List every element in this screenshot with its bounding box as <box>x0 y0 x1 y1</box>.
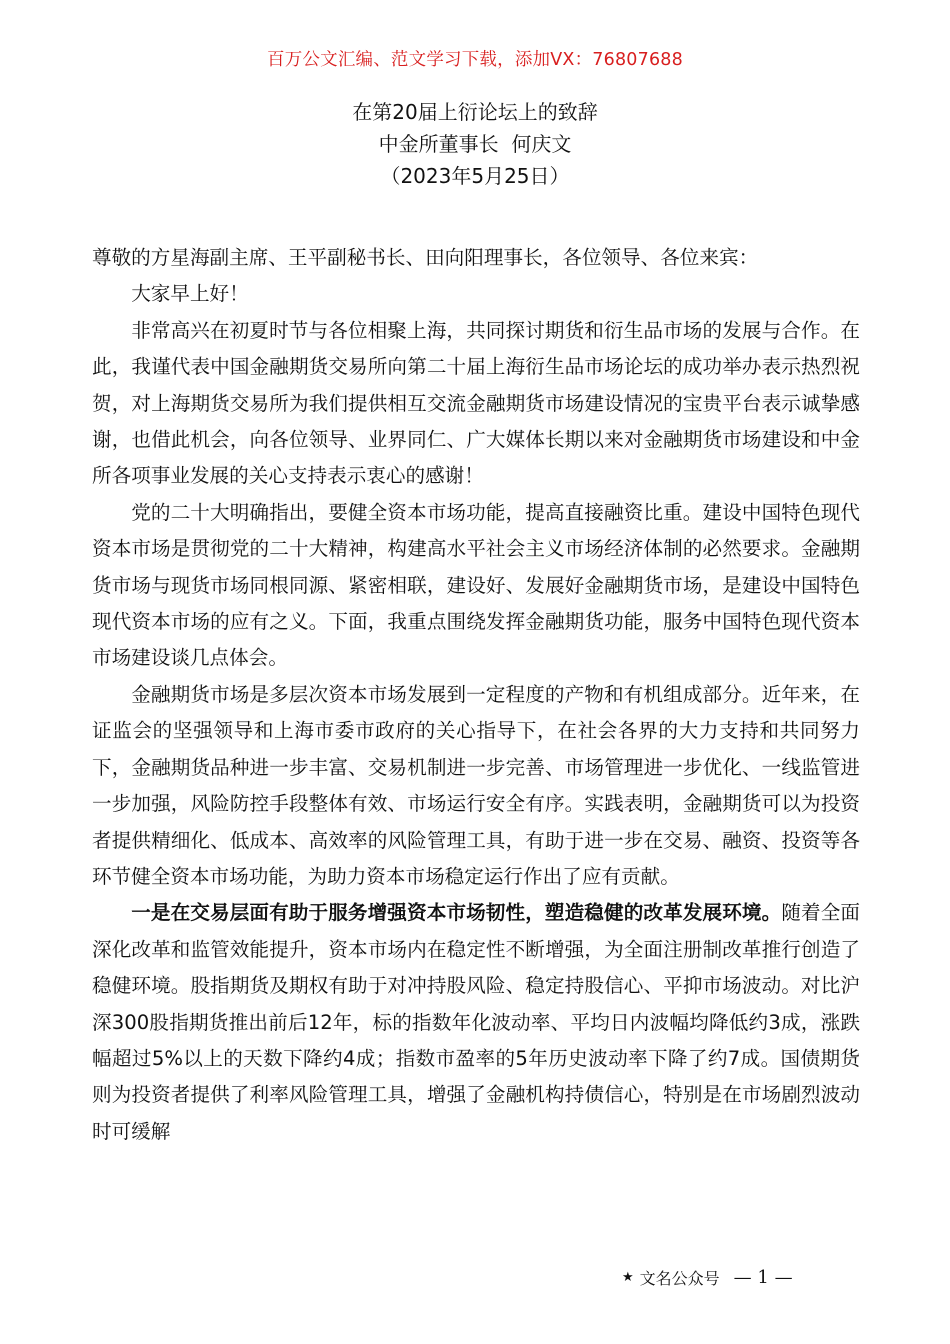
speech-title: 在第20届上衍论坛上的致辞 <box>352 100 598 124</box>
salutation: 尊敬的方星海副主席、王平副秘书长、田向阳理事长，各位领导、各位来宾： <box>92 246 759 269</box>
footer-label: 文名公众号 <box>639 1269 720 1288</box>
speaker-line: 中金所董事长 何庆文 <box>378 132 572 156</box>
paragraph-3: 金融期货市场是多层次资本市场发展到一定程度的产物和有机组成部分。近年来，在证监会的坚强领导和上海市委市政府的关心指导下，在社会各界的大力支持和共同努力下，金融期货品种进一步丰富、交易机制进一步完善、市场管理进一步优化、一线监管进一步加强，风险防控手段整体有效、市场运行安全有序。实践表明，金融期货可以为投资者提供精细化、低成本、高效率的风险管理工具，有助于进一步在交易、融资、投资等各环节健全资本市场功能，为助力资本市场稳定运行作出了应有贡献。 <box>92 682 860 888</box>
paragraph-4-text: 随着全面深化改革和监管效能提升，资本市场内在稳定性不断增强，为全面注册制改革推行创造了稳健环境。股指期货及期权有助于对冲持股风险、稳定持股信心、平抑市场波动。对比沪深300股指期货推出前后12年，标的指数年化波动率、平均日内波幅均降低约3成，涨跌幅超过5%以上的天数下降约4成；指数市盈率的5年历史波动率下降了约7成。国债期货则为投资者提供了利率风险管理工具，增强了金融机构持债信心，特别是在市场剧烈波动时可缓解 <box>92 901 861 1143</box>
title-block <box>0 96 950 192</box>
paragraph-4-lead: 一是在交易层面有助于服务增强资本市场韧性，塑造稳健的改革发展环境。 <box>131 901 782 925</box>
paragraph-2: 党的二十大明确指出，要健全资本市场功能，提高直接融资比重。建设中国特色现代资本市场是贯彻党的二十大精神，构建高水平社会主义市场经济体制的必然要求。金融期货市场与现货市场同根同源、紧密相联，建设好、发展好金融期货市场，是建设中国特色现代资本市场的应有之义。下面，我重点围绕发挥金融期货功能，服务中国特色现代资本市场建设谈几点体会。 <box>92 500 860 670</box>
page-number: — 1 — <box>733 1267 793 1288</box>
paragraph-4 <box>92 895 860 1150</box>
star-icon: ★ <box>622 1270 634 1285</box>
speech-body <box>92 240 860 1150</box>
paragraph-1: 非常高兴在初夏时节与各位相聚上海，共同探讨期货和衍生品市场的发展与合作。在此，我谨代表中国金融期货交易所向第二十届上海衍生品市场论坛的成功举办表示热烈祝贺，对上海期货交易所为我们提供相互交流金融期货市场建设情况的宝贵平台表示诚挚感谢，也借此机会，向各位领导、业界同仁、广大媒体长期以来对金融期货市场建设和中金所各项事业发展的关心支持表示衷心的感谢！ <box>92 318 860 488</box>
greeting: 大家早上好！ <box>131 282 249 306</box>
speech-date: （2023年5月25日） <box>380 164 570 188</box>
page-footer <box>622 1266 793 1289</box>
header-note: 百万公文汇编、范文学习下载，添加VX：76807688 <box>267 50 683 70</box>
